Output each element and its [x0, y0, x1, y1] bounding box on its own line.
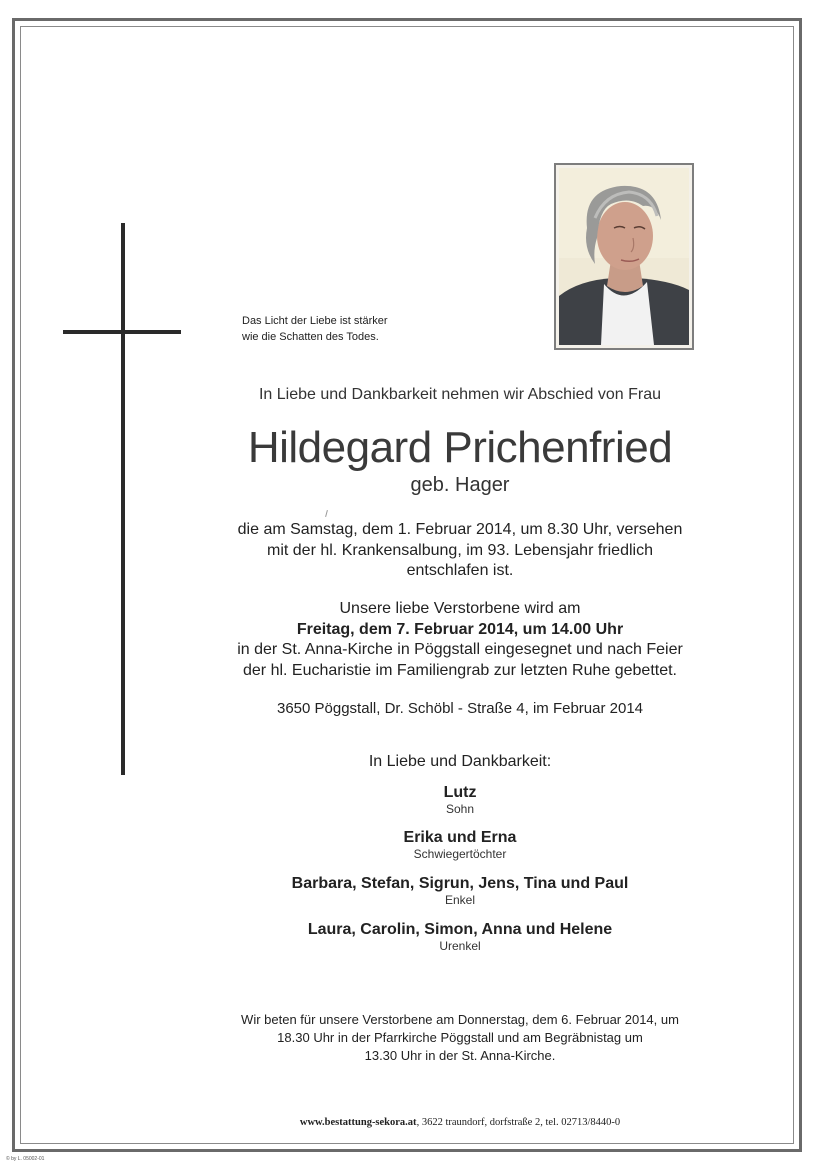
cross-icon-vertical — [121, 223, 125, 775]
motto-line-2: wie die Schatten des Todes. — [242, 331, 379, 343]
family-relation: Sohn — [445, 802, 475, 816]
family-relation: Schwiegertöchter — [413, 847, 507, 861]
prayer-line-1: Wir beten für unsere Verstorbene am Donnerstag, dem 6. Februar 2014, um — [241, 1012, 679, 1027]
intro-text: In Liebe und Dankbarkeit nehmen wir Abschied von Frau — [258, 386, 661, 403]
deceased-name: Hildegard Prichenfried — [247, 423, 673, 472]
motto-line-1: Das Licht der Liebe ist stärker — [242, 315, 388, 327]
family-entry — [200, 875, 720, 909]
portrait-image — [559, 168, 689, 345]
form-code: © by L. 05002-01 — [6, 1156, 45, 1162]
prayer-notice — [190, 1011, 730, 1065]
prayer-line-3: 13.30 Uhr in der St. Anna-Kirche. — [364, 1048, 556, 1063]
funeral-line-1: Unsere liebe Verstorbene wird am — [339, 600, 581, 617]
funeral-home-footer — [250, 1117, 670, 1128]
family-entry — [200, 829, 720, 863]
family-names: Erika und Erna — [403, 829, 517, 846]
prayer-line-2: 18.30 Uhr in der Pfarrkirche Pöggstall und am Begräbnistag um — [277, 1030, 643, 1045]
death-notice — [200, 520, 720, 582]
address-line: 3650 Pöggstall, Dr. Schöbl - Straße 4, im Februar 2014 — [276, 700, 644, 717]
funeral-home-contact: , 3622 traundorf, dorfstraße 2, tel. 02713/8440-0 — [416, 1117, 621, 1128]
death-notice-line-3: entschlafen ist. — [406, 562, 514, 579]
family-relation: Enkel — [444, 893, 476, 907]
motto — [242, 313, 388, 345]
family-names: Barbara, Stefan, Sigrun, Jens, Tina und Paul — [291, 875, 629, 892]
family-relation: Urenkel — [439, 939, 481, 953]
funeral-home-website[interactable]: www.bestattung-sekora.at — [299, 1117, 417, 1128]
birth-name: geb. Hager — [410, 474, 510, 496]
funeral-line-3: in der St. Anna-Kirche in Pöggstall eingesegnet und nach Feier — [237, 641, 683, 658]
family-names: Lutz — [443, 784, 477, 801]
portrait-photo — [554, 163, 694, 350]
family-names: Laura, Carolin, Simon, Anna und Helene — [307, 921, 613, 938]
family-entry — [200, 921, 720, 955]
funeral-line-4: der hl. Eucharistie im Familiengrab zur letzten Ruhe gebettet. — [243, 661, 677, 679]
death-notice-line-2: mit der hl. Krankensalbung, im 93. Lebensjahr friedlich — [267, 541, 653, 559]
gratitude-heading: In Liebe und Dankbarkeit: — [368, 753, 552, 770]
funeral-notice — [200, 599, 720, 681]
cross-icon-horizontal — [63, 330, 181, 334]
family-entry — [200, 784, 720, 818]
funeral-date: Freitag, dem 7. Februar 2014, um 14.00 Uhr — [296, 620, 624, 638]
death-notice-line-1: die am Samstag, dem 1. Februar 2014, um 8.30 Uhr, versehen — [237, 521, 683, 538]
